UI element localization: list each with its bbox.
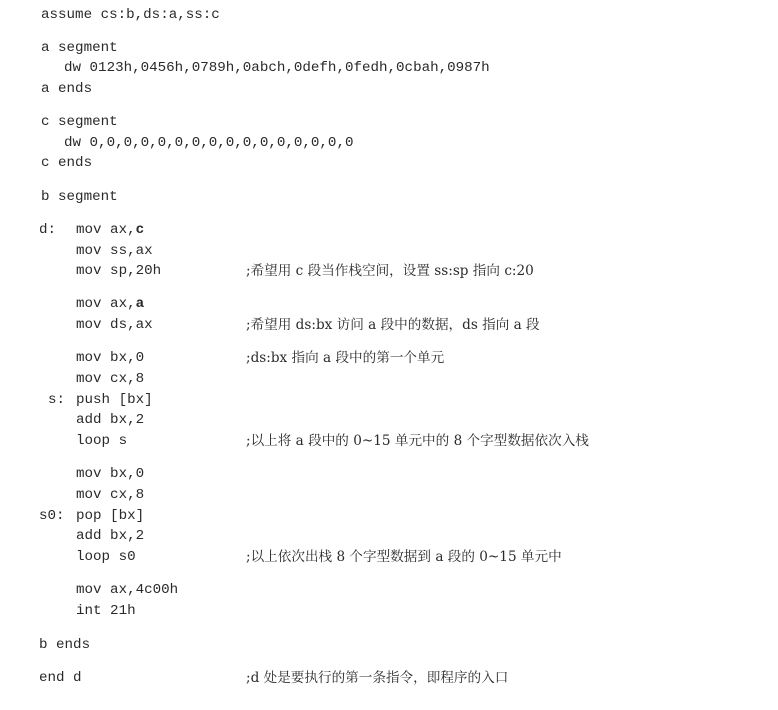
instruction-text: c segment: [41, 114, 118, 130]
instruction-text: end d: [39, 670, 82, 686]
code-instruction: [76, 464, 144, 484]
comment-text: ;希望用 ds:bx 访问 a 段中的数据，ds 指向 a 段: [246, 317, 540, 333]
instruction-text: assume cs:b,ds:a,ss:c: [41, 7, 220, 23]
code-instruction: [76, 294, 144, 314]
code-instruction: [76, 601, 136, 621]
code-instruction: [76, 580, 178, 600]
code-instruction: [76, 431, 127, 451]
comment-text: ;d 处是要执行的第一条指令，即程序的入口: [246, 670, 509, 686]
code-instruction: [76, 315, 153, 335]
instruction-text: loop s0: [76, 549, 136, 565]
instruction-text: mov sp,20h: [76, 263, 162, 279]
comment-text: ;希望用 c 段当作栈空间，设置 ss:sp 指向 c:20: [246, 263, 534, 279]
instruction-text: dw 0123h,0456h,0789h,0abch,0defh,0fedh,0cbah,0987h: [64, 60, 490, 76]
instruction-text: add bx,2: [76, 412, 145, 428]
instruction-text: mov cx,8: [76, 487, 145, 503]
instruction-text: add bx,2: [76, 528, 145, 544]
instruction-text: int 21h: [76, 603, 136, 619]
code-instruction: [41, 79, 92, 99]
instruction-text: mov cx,8: [76, 371, 145, 387]
code-instruction: [76, 547, 136, 567]
instruction-text: a segment: [41, 40, 118, 56]
instruction-text: dw 0,0,0,0,0,0,0,0,0,0,0,0,0,0,0,0: [64, 135, 354, 151]
code-comment: [246, 431, 589, 452]
instruction-text: b ends: [39, 637, 91, 653]
code-instruction: [39, 668, 82, 688]
code-instruction: [41, 112, 118, 132]
instruction-text: a ends: [41, 81, 93, 97]
code-instruction: [39, 635, 90, 655]
instruction-text: mov ss,ax: [76, 243, 153, 259]
code-instruction: [76, 261, 161, 281]
code-label: s:: [48, 392, 66, 408]
code-comment: [246, 547, 562, 568]
comment-text: ;以上将 a 段中的 0~15 单元中的 8 个字型数据依次入栈: [246, 433, 589, 449]
code-instruction: [41, 38, 118, 58]
code-instruction: [76, 526, 144, 546]
instruction-text: push [bx]: [76, 392, 153, 408]
code-instruction: [76, 220, 144, 240]
code-instruction: [76, 390, 153, 410]
comment-text: ;ds:bx 指向 a 段中的第一个单元: [246, 350, 445, 366]
comment-text: ;以上依次出栈 8 个字型数据到 a 段的 0~15 单元中: [246, 549, 562, 565]
code-instruction: [64, 133, 353, 153]
instruction-text: mov bx,0: [76, 350, 145, 366]
code-comment: [246, 348, 444, 369]
code-instruction: [76, 485, 144, 505]
code-instruction: [64, 58, 490, 78]
code-instruction: [41, 5, 220, 25]
code-comment: [246, 315, 540, 336]
instruction-text: mov bx,0: [76, 466, 145, 482]
code-instruction: [41, 187, 118, 207]
instruction-text: mov ds,ax: [76, 317, 153, 333]
code-comment: [246, 668, 508, 689]
segment-operand: c: [135, 222, 145, 238]
code-instruction: [76, 348, 144, 368]
code-comment: [246, 261, 534, 282]
instruction-text: loop s: [76, 433, 128, 449]
code-instruction: [76, 241, 153, 261]
segment-operand: a: [135, 296, 145, 312]
code-instruction: [41, 153, 92, 173]
instruction-text: mov ax,: [76, 296, 136, 312]
instruction-text: mov ax,: [76, 222, 136, 238]
instruction-text: b segment: [41, 189, 118, 205]
instruction-text: mov ax,4c00h: [76, 582, 179, 598]
code-label: s0:: [39, 508, 65, 524]
code-instruction: [76, 369, 144, 389]
code-instruction: [76, 410, 144, 430]
instruction-text: pop [bx]: [76, 508, 145, 524]
code-instruction: [76, 506, 144, 526]
instruction-text: c ends: [41, 155, 93, 171]
code-label: d:: [39, 222, 57, 238]
